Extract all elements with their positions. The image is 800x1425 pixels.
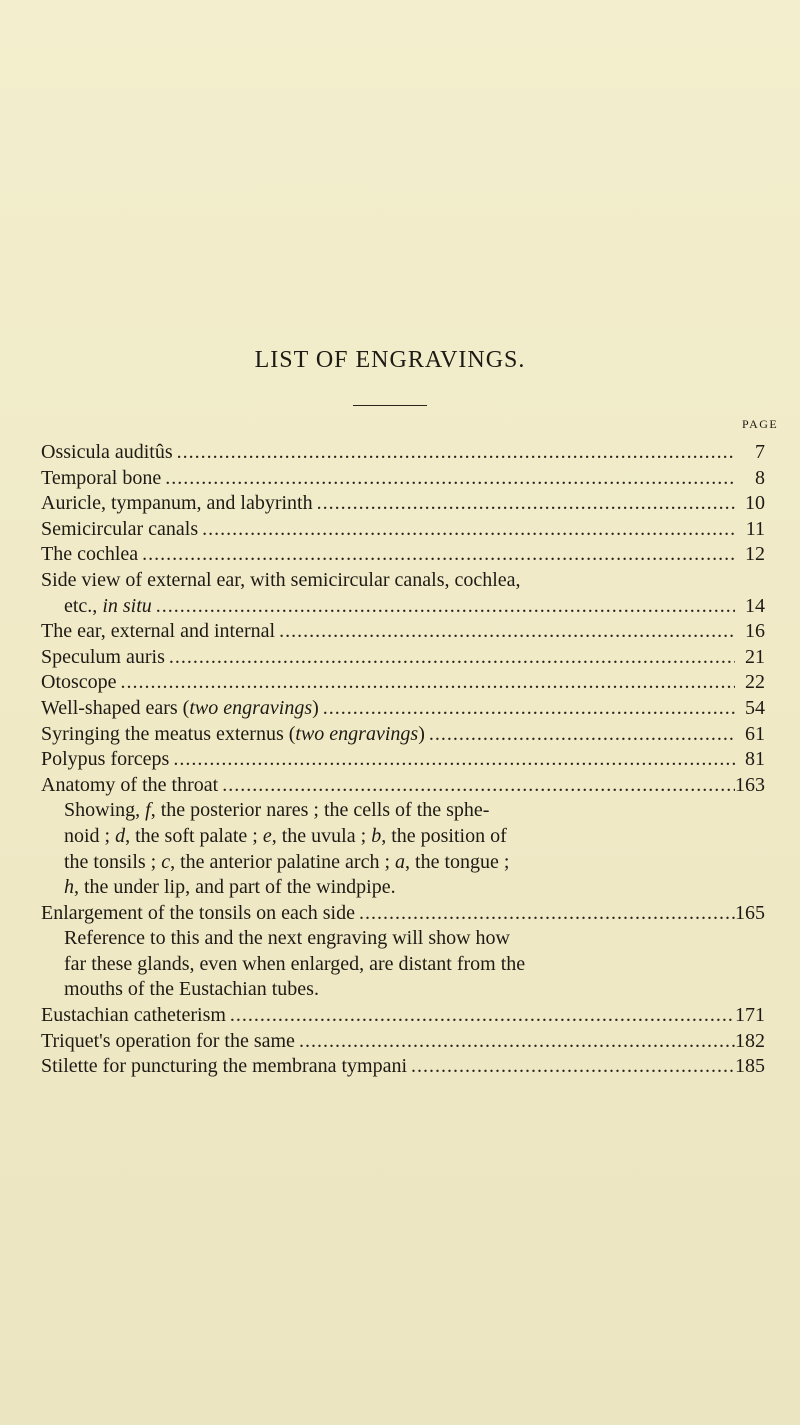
- desc-text: , the anterior palatine arch ;: [170, 850, 396, 873]
- engravings-list: [41, 440, 765, 1080]
- entry-label: Triquet's operation for the same: [41, 1029, 295, 1052]
- desc-text: , the position of: [381, 824, 507, 847]
- list-item: [41, 722, 765, 748]
- entry-page: 8: [755, 466, 765, 489]
- dot-leader: [226, 1003, 735, 1029]
- entry-label: [64, 594, 152, 620]
- dot-leader: [173, 440, 735, 466]
- dot-leader: [275, 619, 735, 645]
- list-item: [41, 491, 765, 517]
- entry-label: [41, 696, 319, 722]
- entry-label-text: Syringing the meatus externus (: [41, 722, 296, 745]
- entry-page: 182: [735, 1029, 765, 1052]
- entry-page: 21: [745, 645, 765, 668]
- entry-page: 171: [735, 1004, 765, 1027]
- entry-description-line: [41, 875, 765, 901]
- entry-label: The cochlea: [41, 543, 139, 566]
- list-item: [41, 1003, 765, 1029]
- entry-description-line: [41, 850, 765, 876]
- dot-leader: [198, 517, 735, 543]
- desc-letter: h: [64, 876, 74, 899]
- entry-page: 11: [745, 517, 765, 540]
- desc-letter: d: [115, 824, 126, 847]
- entry-page: 16: [745, 620, 765, 643]
- desc-letter: b: [371, 824, 382, 847]
- entry-label-italic: in situ: [102, 594, 152, 617]
- dot-leader: [218, 773, 735, 799]
- list-item: [41, 542, 765, 568]
- desc-letter: e: [262, 824, 272, 847]
- list-item: [41, 670, 765, 696]
- entry-label: Ossicula auditûs: [41, 441, 173, 463]
- list-item: [41, 747, 765, 773]
- entry-page: 7: [755, 441, 765, 463]
- desc-letter: c: [161, 850, 171, 873]
- entry-description-line: far these glands, even when enlarged, are distant from the: [64, 952, 526, 975]
- entry-label: Stilette for puncturing the membrana tympani: [41, 1055, 408, 1078]
- list-item: [41, 696, 765, 722]
- desc-text: Showing,: [64, 799, 146, 822]
- entry-label: Otoscope: [41, 671, 117, 694]
- dot-leader: [138, 542, 735, 568]
- dot-leader: [152, 594, 735, 620]
- entry-description-line: [41, 824, 765, 850]
- dot-leader: [425, 722, 735, 748]
- list-item: [41, 517, 765, 543]
- entry-label: Speculum auris: [41, 645, 165, 668]
- entry-label: Auricle, tympanum, and labyrinth: [41, 492, 313, 515]
- desc-text: , the under lip, and part of the windpipe.: [74, 876, 396, 899]
- entry-label-text: Well-shaped ears (: [41, 696, 190, 719]
- dot-leader: [117, 670, 735, 696]
- dot-leader: [295, 1029, 735, 1055]
- desc-text: , the posterior nares ; the cells of the sphe-: [150, 799, 490, 822]
- dot-leader: [407, 1054, 735, 1080]
- entry-label: Semicircular canals: [41, 517, 199, 540]
- entry-page: 185: [735, 1055, 765, 1078]
- dot-leader: [319, 696, 735, 722]
- title-rule: [353, 405, 427, 406]
- dot-leader: [161, 466, 735, 492]
- desc-text: , the uvula ;: [271, 824, 372, 847]
- list-item: [41, 440, 765, 466]
- list-item: [41, 1029, 765, 1055]
- dot-leader: [313, 491, 735, 517]
- entry-description-line: Reference to this and the next engraving will show how: [64, 927, 510, 950]
- dot-leader: [169, 747, 735, 773]
- entry-page: 54: [745, 696, 765, 719]
- list-item: [41, 901, 765, 927]
- desc-letter: a: [395, 850, 406, 873]
- desc-text: , the tongue ;: [405, 850, 510, 873]
- entry-page: 81: [745, 748, 765, 771]
- entry-description-line: mouths of the Eustachian tubes.: [64, 978, 319, 1001]
- entry-label: Eustachian catheterism: [41, 1004, 226, 1027]
- entry-label: Enlargement of the tonsils on each side: [41, 901, 355, 924]
- dot-leader: [165, 645, 735, 671]
- dot-leader: [355, 901, 735, 927]
- entry-page: 163: [735, 773, 765, 796]
- entry-label-italic: two engravings: [295, 722, 419, 745]
- list-item: [41, 773, 765, 799]
- entry-label: [41, 722, 425, 748]
- entry-page: 61: [745, 722, 765, 745]
- entry-description-line: [41, 798, 765, 824]
- desc-text: the tonsils ;: [64, 850, 162, 873]
- entry-page: 12: [745, 543, 765, 566]
- entry-label: Polypus forceps: [41, 748, 170, 771]
- list-item: [41, 645, 765, 671]
- entry-label-text: ): [418, 722, 425, 745]
- entry-page: 10: [745, 492, 765, 515]
- page-title: LIST OF ENGRAVINGS.: [254, 347, 526, 373]
- entry-label-italic: two engravings: [189, 696, 313, 719]
- entry-label-text: ): [312, 696, 319, 719]
- entry-label-text: etc.,: [64, 594, 103, 617]
- desc-text: , the soft palate ;: [125, 824, 263, 847]
- list-item: [41, 1054, 765, 1080]
- page-column-heading: PAGE: [742, 417, 779, 431]
- entry-label: Anatomy of the throat: [41, 773, 219, 796]
- entry-label: The ear, external and internal: [41, 620, 276, 643]
- entry-page: 14: [745, 594, 765, 617]
- entry-page: 165: [735, 901, 765, 924]
- entry-label: Temporal bone: [41, 466, 162, 489]
- desc-text: noid ;: [64, 824, 116, 847]
- desc-letter: f: [145, 799, 151, 822]
- list-item: [41, 619, 765, 645]
- list-item: [41, 466, 765, 492]
- entry-label-line: Side view of external ear, with semicircular canals, cochlea,: [41, 568, 521, 591]
- entry-page: 22: [745, 671, 765, 694]
- list-item: [41, 594, 765, 620]
